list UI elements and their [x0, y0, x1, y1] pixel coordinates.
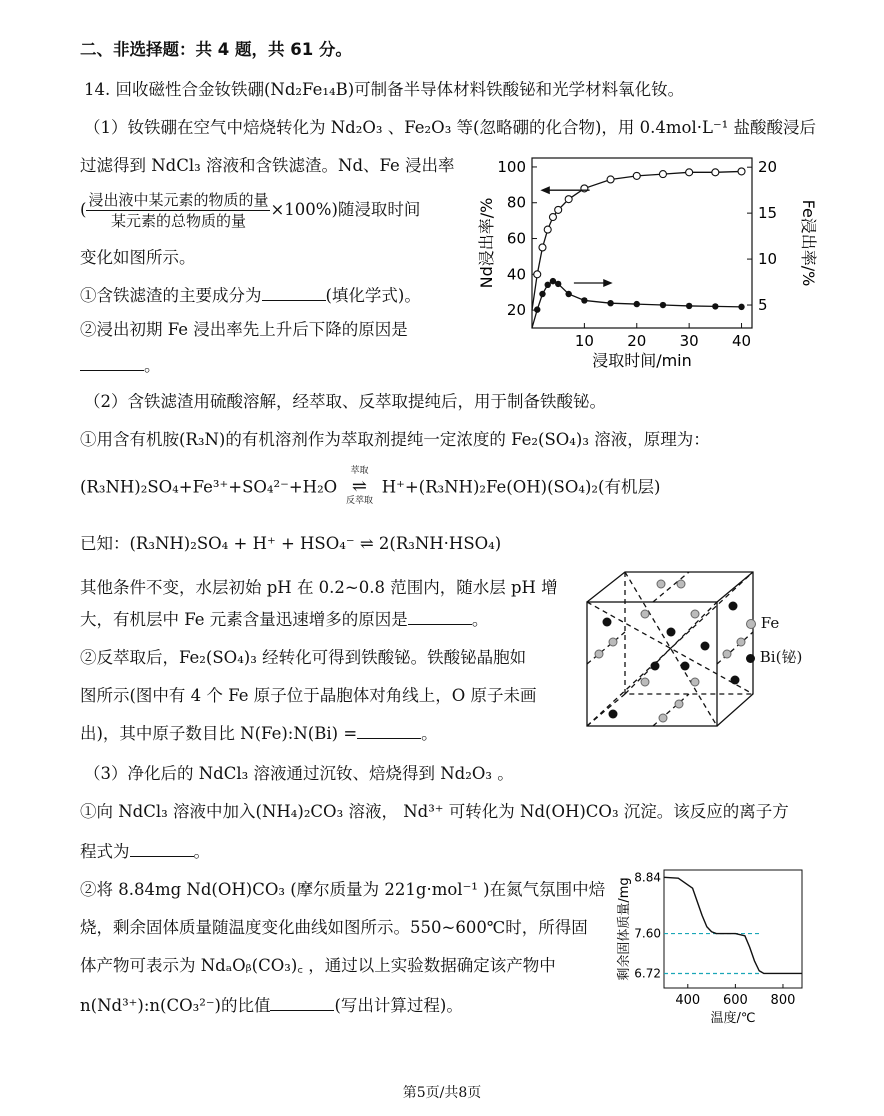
equilibrium-arrow-icon: ⇌	[351, 476, 368, 497]
part2-line6: 大，有机层中 Fe 元素含量迅速增多的原因是 。	[80, 610, 489, 629]
extraction-equation	[80, 466, 661, 506]
y-tick-label: 20	[506, 301, 526, 320]
y-tick-label: 80	[506, 193, 526, 212]
fe-atom	[691, 678, 699, 686]
x-tick-label: 10	[574, 332, 594, 350]
fe-atom	[737, 638, 745, 646]
x-tick-label: 30	[679, 332, 699, 350]
data-point-Nd	[659, 171, 666, 178]
y-tick-label: 60	[506, 229, 526, 248]
formula-tail: ×100%)随浸取时间	[270, 200, 421, 219]
data-point-Nd	[712, 169, 719, 176]
fe-axis-arrow-icon	[603, 279, 612, 287]
bi-circle-icon	[746, 654, 755, 663]
bi-atom	[729, 602, 738, 611]
answer-blank[interactable]	[270, 994, 334, 1011]
data-point-Nd	[581, 185, 588, 192]
y-axis-label: Nd浸出率/%	[477, 197, 496, 289]
data-point-Nd	[549, 214, 556, 221]
answer-blank[interactable]	[80, 354, 144, 371]
bi-atom	[731, 676, 740, 685]
y2-tick-label: 10	[758, 250, 778, 269]
fraction-numerator: 浸出液中某元素的物质的量	[88, 191, 269, 209]
data-point-Nd	[565, 196, 572, 203]
part2-line1: （2）含铁滤渣用硫酸溶解，经萃取、反萃取提纯后，用于制备铁酸铋。	[84, 392, 606, 411]
y-tick-label: 6.72	[634, 966, 661, 981]
leach-rate-formula	[80, 188, 420, 232]
x-axis-label: 浸取时间/min	[592, 351, 692, 370]
arrow-top-label: 萃取	[350, 466, 369, 476]
part1-line4: 变化如图所示。	[80, 248, 196, 267]
fe-atom	[641, 678, 649, 686]
leach-rate-chart	[470, 150, 818, 382]
data-point-Nd	[633, 172, 640, 179]
mass-curve	[664, 877, 802, 973]
fe-atom	[609, 638, 617, 646]
part1-question1: ①含铁滤渣的主要成分为 (填化学式)。	[80, 286, 421, 305]
data-point-Nd	[607, 176, 614, 183]
fe-atom	[641, 610, 649, 618]
y-tick-label: 40	[506, 265, 526, 284]
legend-fe: Fe	[746, 614, 779, 632]
part2-line5: 其他条件不变，水层初始 pH 在 0.2~0.8 范围内，随水层 pH 增	[80, 578, 558, 597]
fe-atom	[595, 650, 603, 658]
plot-frame	[664, 870, 802, 988]
y2-axis-label: Fe浸出率/%	[799, 199, 818, 287]
x-axis-label: 温度/℃	[710, 1011, 756, 1026]
fe-atom	[659, 714, 667, 722]
data-point-Fe	[534, 306, 540, 312]
body-diagonal	[587, 602, 753, 694]
x-tick-label: 20	[627, 332, 647, 350]
data-point-Fe	[660, 302, 666, 308]
bi-atom	[609, 710, 618, 719]
fe-atom	[723, 650, 731, 658]
data-point-Fe	[539, 291, 545, 297]
fraction-denominator: 某元素的总物质的量	[110, 212, 246, 230]
legend-bi: Bi(铋)	[746, 646, 802, 667]
part2-line2: ①用含有机胺(R₃N)的有机溶剂作为萃取剂提纯一定浓度的 Fe₂(SO₄)₃ 溶液，原理为：	[80, 430, 710, 449]
arrow-bottom-label: 反萃取	[345, 496, 373, 506]
question-intro: 14. 回收磁性合金钕铁硼(Nd₂Fe₁₄B)可制备半导体材料铁酸铋和光学材料氧化钕。	[84, 80, 685, 99]
formula-open-paren: (	[80, 200, 87, 219]
y2-tick-label: 20	[758, 158, 778, 177]
x-tick-label: 600	[722, 993, 748, 1008]
answer-blank[interactable]	[408, 608, 472, 625]
part2-line7: ②反萃取后，Fe₂(SO₄)₃ 经转化可得到铁酸铋。铁酸铋晶胞如	[80, 648, 527, 667]
data-point-Nd	[555, 206, 562, 213]
data-point-Nd	[686, 169, 693, 176]
answer-blank[interactable]	[130, 840, 194, 857]
data-point-Fe	[634, 301, 640, 307]
data-point-Nd	[539, 244, 546, 251]
answer-blank[interactable]	[262, 284, 326, 301]
part3-line6: 体产物可表示为 NdₐOᵦ(CO₃)꜀ ，通过以上实验数据确定该产物中	[80, 956, 556, 975]
plot-frame	[532, 158, 752, 328]
fe-circle-icon	[746, 619, 756, 629]
mass-temperature-chart	[612, 866, 812, 1034]
equation-left: (R₃NH)₂SO₄+Fe³⁺+SO₄²⁻+H₂O	[80, 477, 338, 497]
bi-atom	[701, 642, 710, 651]
part1-line1: （1）钕铁硼在空气中焙烧转化为 Nd₂O₃ 、Fe₂O₃ 等(忽略硼的化合物)，用 0.4mol·L⁻¹ 盐酸酸浸后	[84, 118, 817, 137]
data-point-Nd	[544, 226, 551, 233]
part3-line5: 烧，剩余固体质量随温度变化曲线如图所示。550~600℃时，所得固	[80, 918, 588, 937]
y-tick-label: 7.60	[634, 926, 661, 941]
data-point-Fe	[686, 303, 692, 309]
known-equation: 已知：(R₃NH)₂SO₄ + H⁺ + HSO₄⁻ ⇌ 2(R₃NH·HSO₄)	[80, 534, 502, 553]
bi-atom	[681, 662, 690, 671]
crystal-cell-diagram	[585, 570, 875, 730]
y-axis-label: 剩余固体质量/mg	[617, 877, 632, 981]
fe-atom	[675, 700, 683, 708]
bi-atom	[651, 662, 660, 671]
bi-atom	[603, 618, 612, 627]
part1-question2: ②浸出初期 Fe 浸出率先上升后下降的原因是	[80, 320, 408, 339]
equilibrium-arrow	[342, 466, 376, 506]
answer-blank[interactable]	[357, 722, 421, 739]
bi-atom	[667, 628, 676, 637]
part3-line7: n(Nd³⁺):n(CO₃²⁻)的比值 (写出计算过程)。	[80, 996, 463, 1015]
leach-rate-fraction	[86, 190, 270, 231]
data-point-Fe	[712, 303, 718, 309]
data-point-Fe	[581, 297, 587, 303]
y-tick-label: 8.84	[634, 870, 661, 885]
fe-atom	[657, 580, 665, 588]
data-point-Fe	[555, 281, 561, 287]
data-point-Fe	[738, 304, 744, 310]
y2-tick-label: 5	[758, 296, 768, 315]
x-tick-label: 40	[731, 332, 752, 350]
data-point-Fe	[607, 300, 613, 306]
part3-line4: ②将 8.84mg Nd(OH)CO₃ (摩尔质量为 221g·mol⁻¹ )在氮气氛围中焙	[80, 880, 606, 899]
part2-line8: 图所示(图中有 4 个 Fe 原子位于晶胞体对角线上，O 原子未画	[80, 686, 537, 705]
data-point-Nd	[738, 168, 745, 175]
y2-tick-label: 15	[758, 204, 778, 223]
x-tick-label: 400	[675, 993, 701, 1008]
part3-line1: （3）净化后的 NdCl₃ 溶液通过沉钕、焙烧得到 Nd₂O₃ 。	[84, 764, 514, 783]
part1-question2-answer: 。	[80, 354, 161, 378]
part3-line2: ①向 NdCl₃ 溶液中加入(NH₄)₂CO₃ 溶液， Nd³⁺ 可转化为 Nd(OH)CO₃ 沉淀。该反应的离子方	[80, 802, 789, 821]
data-point-Nd	[534, 271, 541, 278]
data-point-Fe	[565, 291, 571, 297]
x-tick-label: 800	[770, 993, 796, 1008]
part1-line2: 过滤得到 NdCl₃ 溶液和含铁滤渣。Nd、Fe 浸出率	[80, 156, 455, 175]
page-footer: 第5页/共8页	[402, 1085, 482, 1101]
data-point-Fe	[545, 282, 551, 288]
equation-right: H⁺+(R₃NH)₂Fe(OH)(SO₄)₂(有机层)	[381, 477, 661, 497]
part2-line9: 出)，其中原子数目比 N(Fe):N(Bi) = 。	[80, 724, 438, 743]
fe-atom	[691, 610, 699, 618]
fe-atom	[677, 580, 685, 588]
section-heading: 二、非选择题：共 4 题，共 61 分。	[80, 40, 352, 59]
part3-line3: 程式为 。	[80, 842, 210, 861]
nd-axis-arrow-icon	[540, 186, 549, 194]
y-tick-label: 100	[497, 157, 526, 176]
